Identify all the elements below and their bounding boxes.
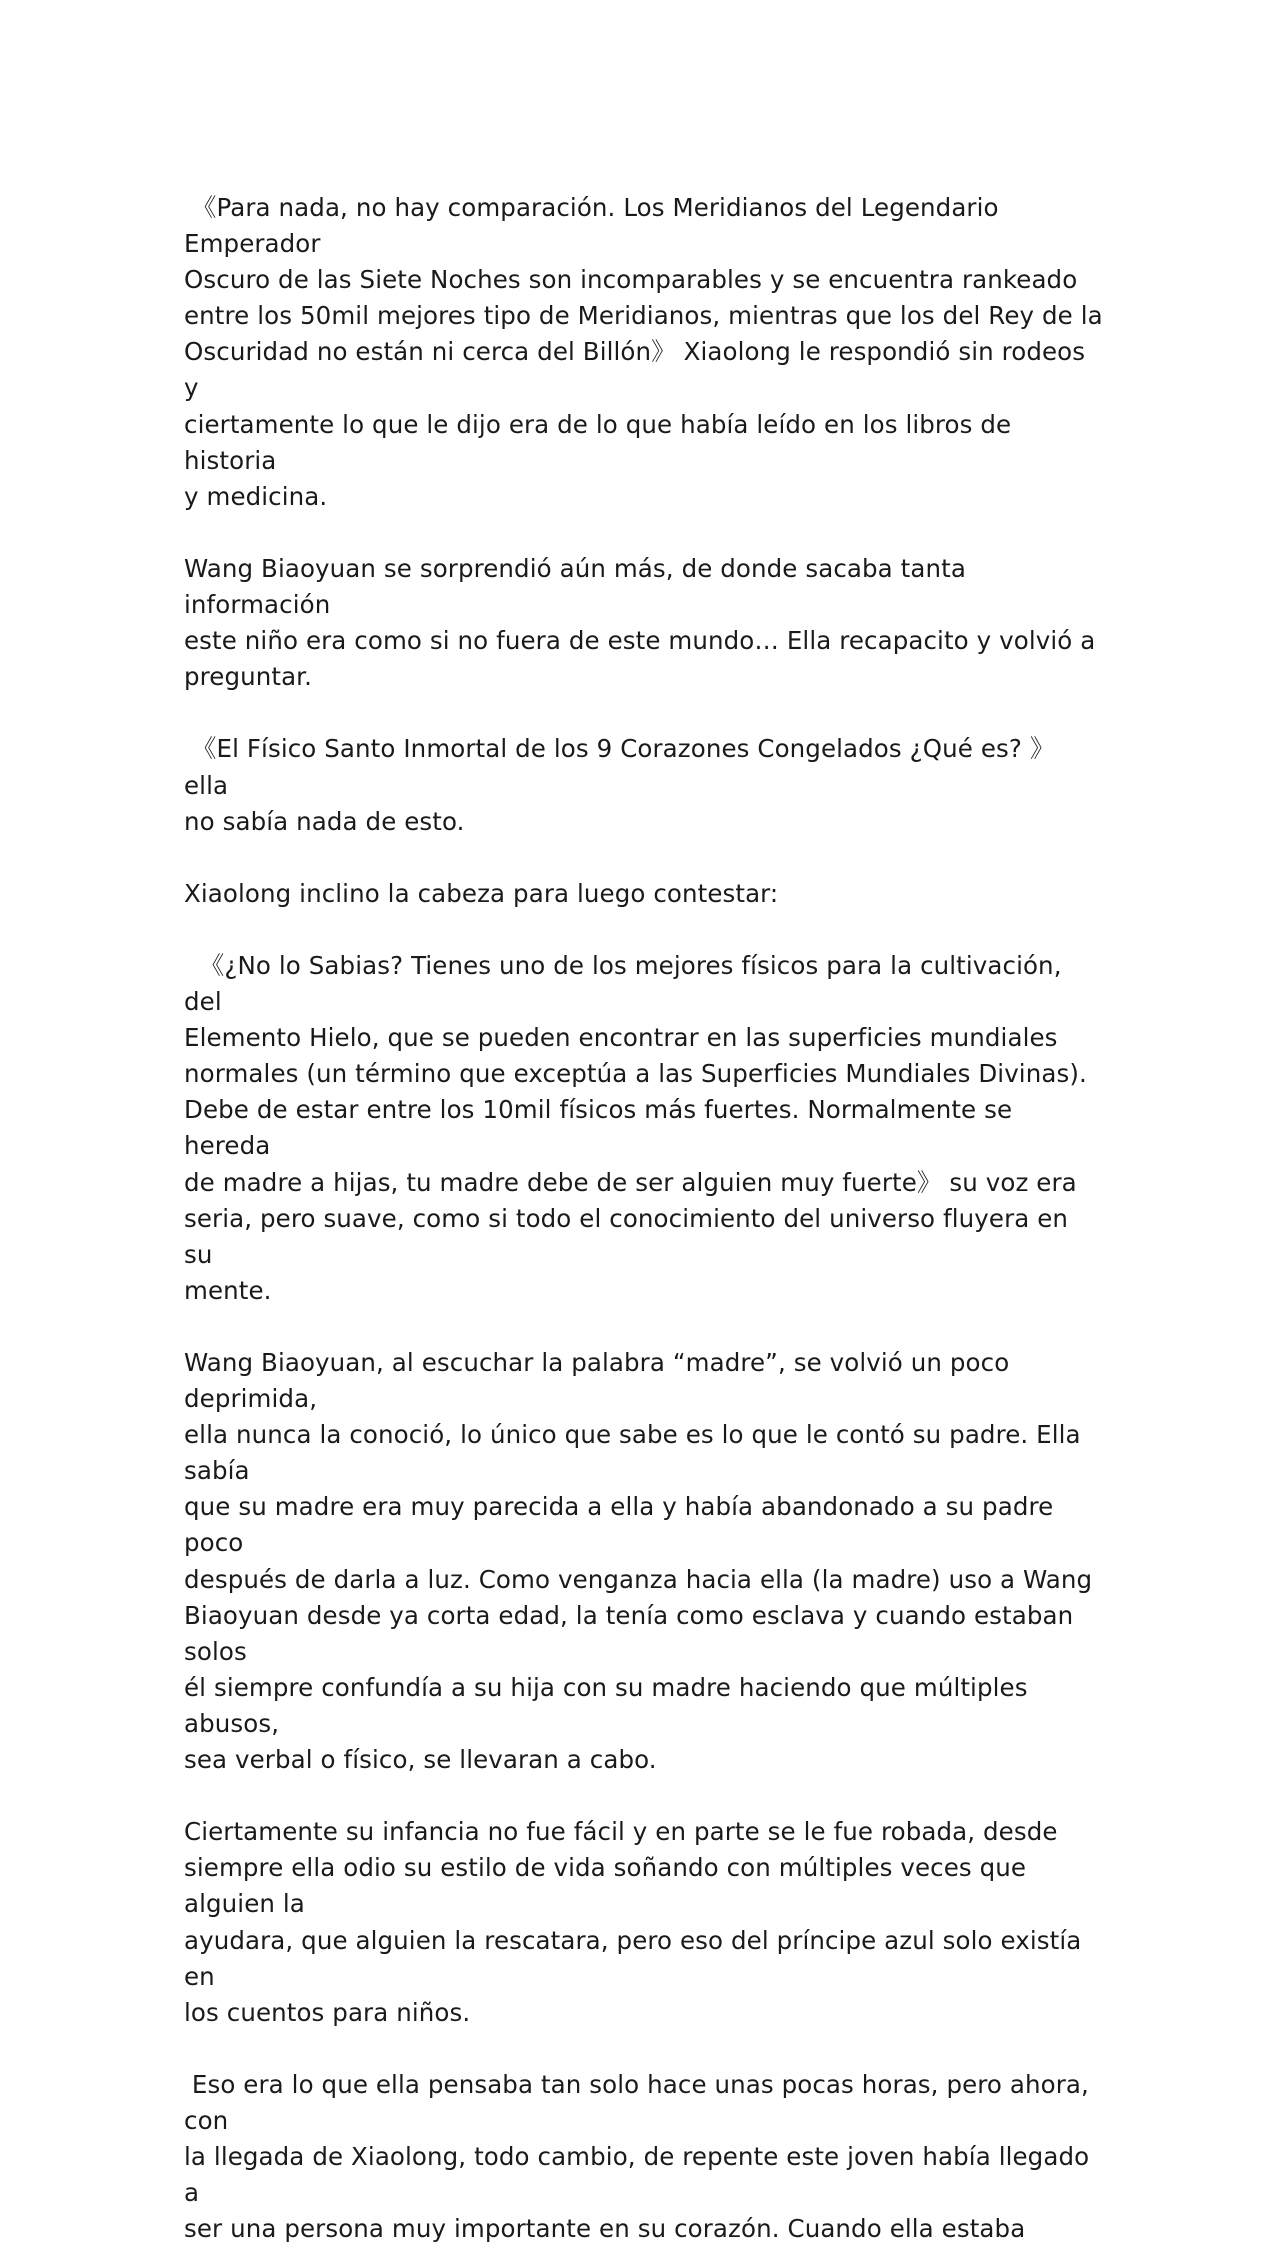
text-line: entre los 50mil mejores tipo de Meridianos, mientras que los del Rey de la: [184, 301, 1103, 331]
text-line: después de darla a luz. Como venganza hacia ella (la madre) uso a Wang: [184, 1564, 1093, 1594]
text-line: sea verbal o físico, se llevaran a cabo.: [184, 1745, 657, 1775]
text-line: 《El Físico Santo Inmortal de los 9 Corazones Congelados ¿Qué es? 》 ella: [184, 734, 1063, 800]
paragraph: [184, 1345, 1104, 1778]
text-line: Wang Biaoyuan, al escuchar la palabra “madre”, se volvió un poco deprimida,: [184, 1348, 1018, 1414]
text-line: ser una persona muy importante en su corazón. Cuando ella estaba: [184, 2214, 1026, 2244]
text-line: Wang Biaoyuan se sorprendió aún más, de donde sacaba tanta información: [184, 553, 974, 620]
text-line: Ciertamente su infancia no fue fácil y en parte se le fue robada, desde: [184, 1817, 1058, 1847]
text-line: no sabía nada de esto.: [184, 806, 465, 836]
text-line: preguntar.: [184, 662, 312, 692]
text-line: ciertamente lo que le dijo era de lo que había leído en los libros de historia: [184, 409, 1020, 475]
text-line: y medicina.: [184, 481, 328, 511]
text-line: de madre a hijas, tu madre debe de ser alguien muy fuerte》 su voz era: [184, 1167, 1077, 1197]
paragraph: [184, 1814, 1104, 2031]
text-line: los cuentos para niños.: [184, 1997, 471, 2027]
text-line: Elemento Hielo, que se pueden encontrar en las superficies mundiales: [184, 1023, 1058, 1053]
text-line: ella nunca la conoció, lo único que sabe es lo que le contó su padre. Ella sabía: [184, 1420, 1089, 1486]
text-line: Biaoyuan desde ya corta edad, la tenía como esclava y cuando estaban solos: [184, 1600, 1082, 1666]
text-line: normales (un término que exceptúa a las Superficies Mundiales Divinas).: [184, 1059, 1087, 1089]
text-line: Oscuridad no están ni cerca del Billón》 Xiaolong le respondió sin rodeos y: [184, 337, 1094, 403]
document-body: [184, 190, 1104, 2247]
text-line: mente.: [184, 1275, 272, 1305]
text-line: este niño era como si no fuera de este mundo… Ella recapacito y volvió a: [184, 626, 1096, 656]
text-line: Debe de estar entre los 10mil físicos más fuertes. Normalmente se hereda: [184, 1095, 1021, 1161]
text-line: 《Para nada, no hay comparación. Los Meridianos del Legendario Emperador: [184, 193, 1007, 259]
text-line: la llegada de Xiaolong, todo cambio, de repente este joven había llegado a: [184, 2142, 1098, 2208]
paragraph: [184, 190, 1104, 515]
text-line: ayudara, que alguien la rescatara, pero eso del príncipe azul solo existía en: [184, 1925, 1090, 1991]
text-line: Oscuro de las Siete Noches son incomparables y se encuentra rankeado: [184, 265, 1078, 295]
paragraph: [184, 948, 1104, 1309]
paragraph: [184, 551, 1104, 695]
text-line: que su madre era muy parecida a ella y había abandonado a su padre poco: [184, 1492, 1062, 1558]
text-line: 《¿No lo Sabias? Tienes uno de los mejores físicos para la cultivación, del: [184, 950, 1070, 1017]
text-line: seria, pero suave, como si todo el conocimiento del universo fluyera en su: [184, 1203, 1076, 1269]
paragraph: [184, 731, 1104, 839]
text-line: Xiaolong inclino la cabeza para luego contestar:: [184, 878, 779, 908]
text-line: Eso era lo que ella pensaba tan solo hace unas pocas horas, pero ahora, con: [184, 2069, 1097, 2135]
paragraph: [184, 2067, 1104, 2247]
paragraph: [184, 876, 1104, 912]
text-line: él siempre confundía a su hija con su madre haciendo que múltiples abusos,: [184, 1672, 1036, 1738]
text-line: siempre ella odio su estilo de vida soñando con múltiples veces que alguien la: [184, 1853, 1034, 1919]
